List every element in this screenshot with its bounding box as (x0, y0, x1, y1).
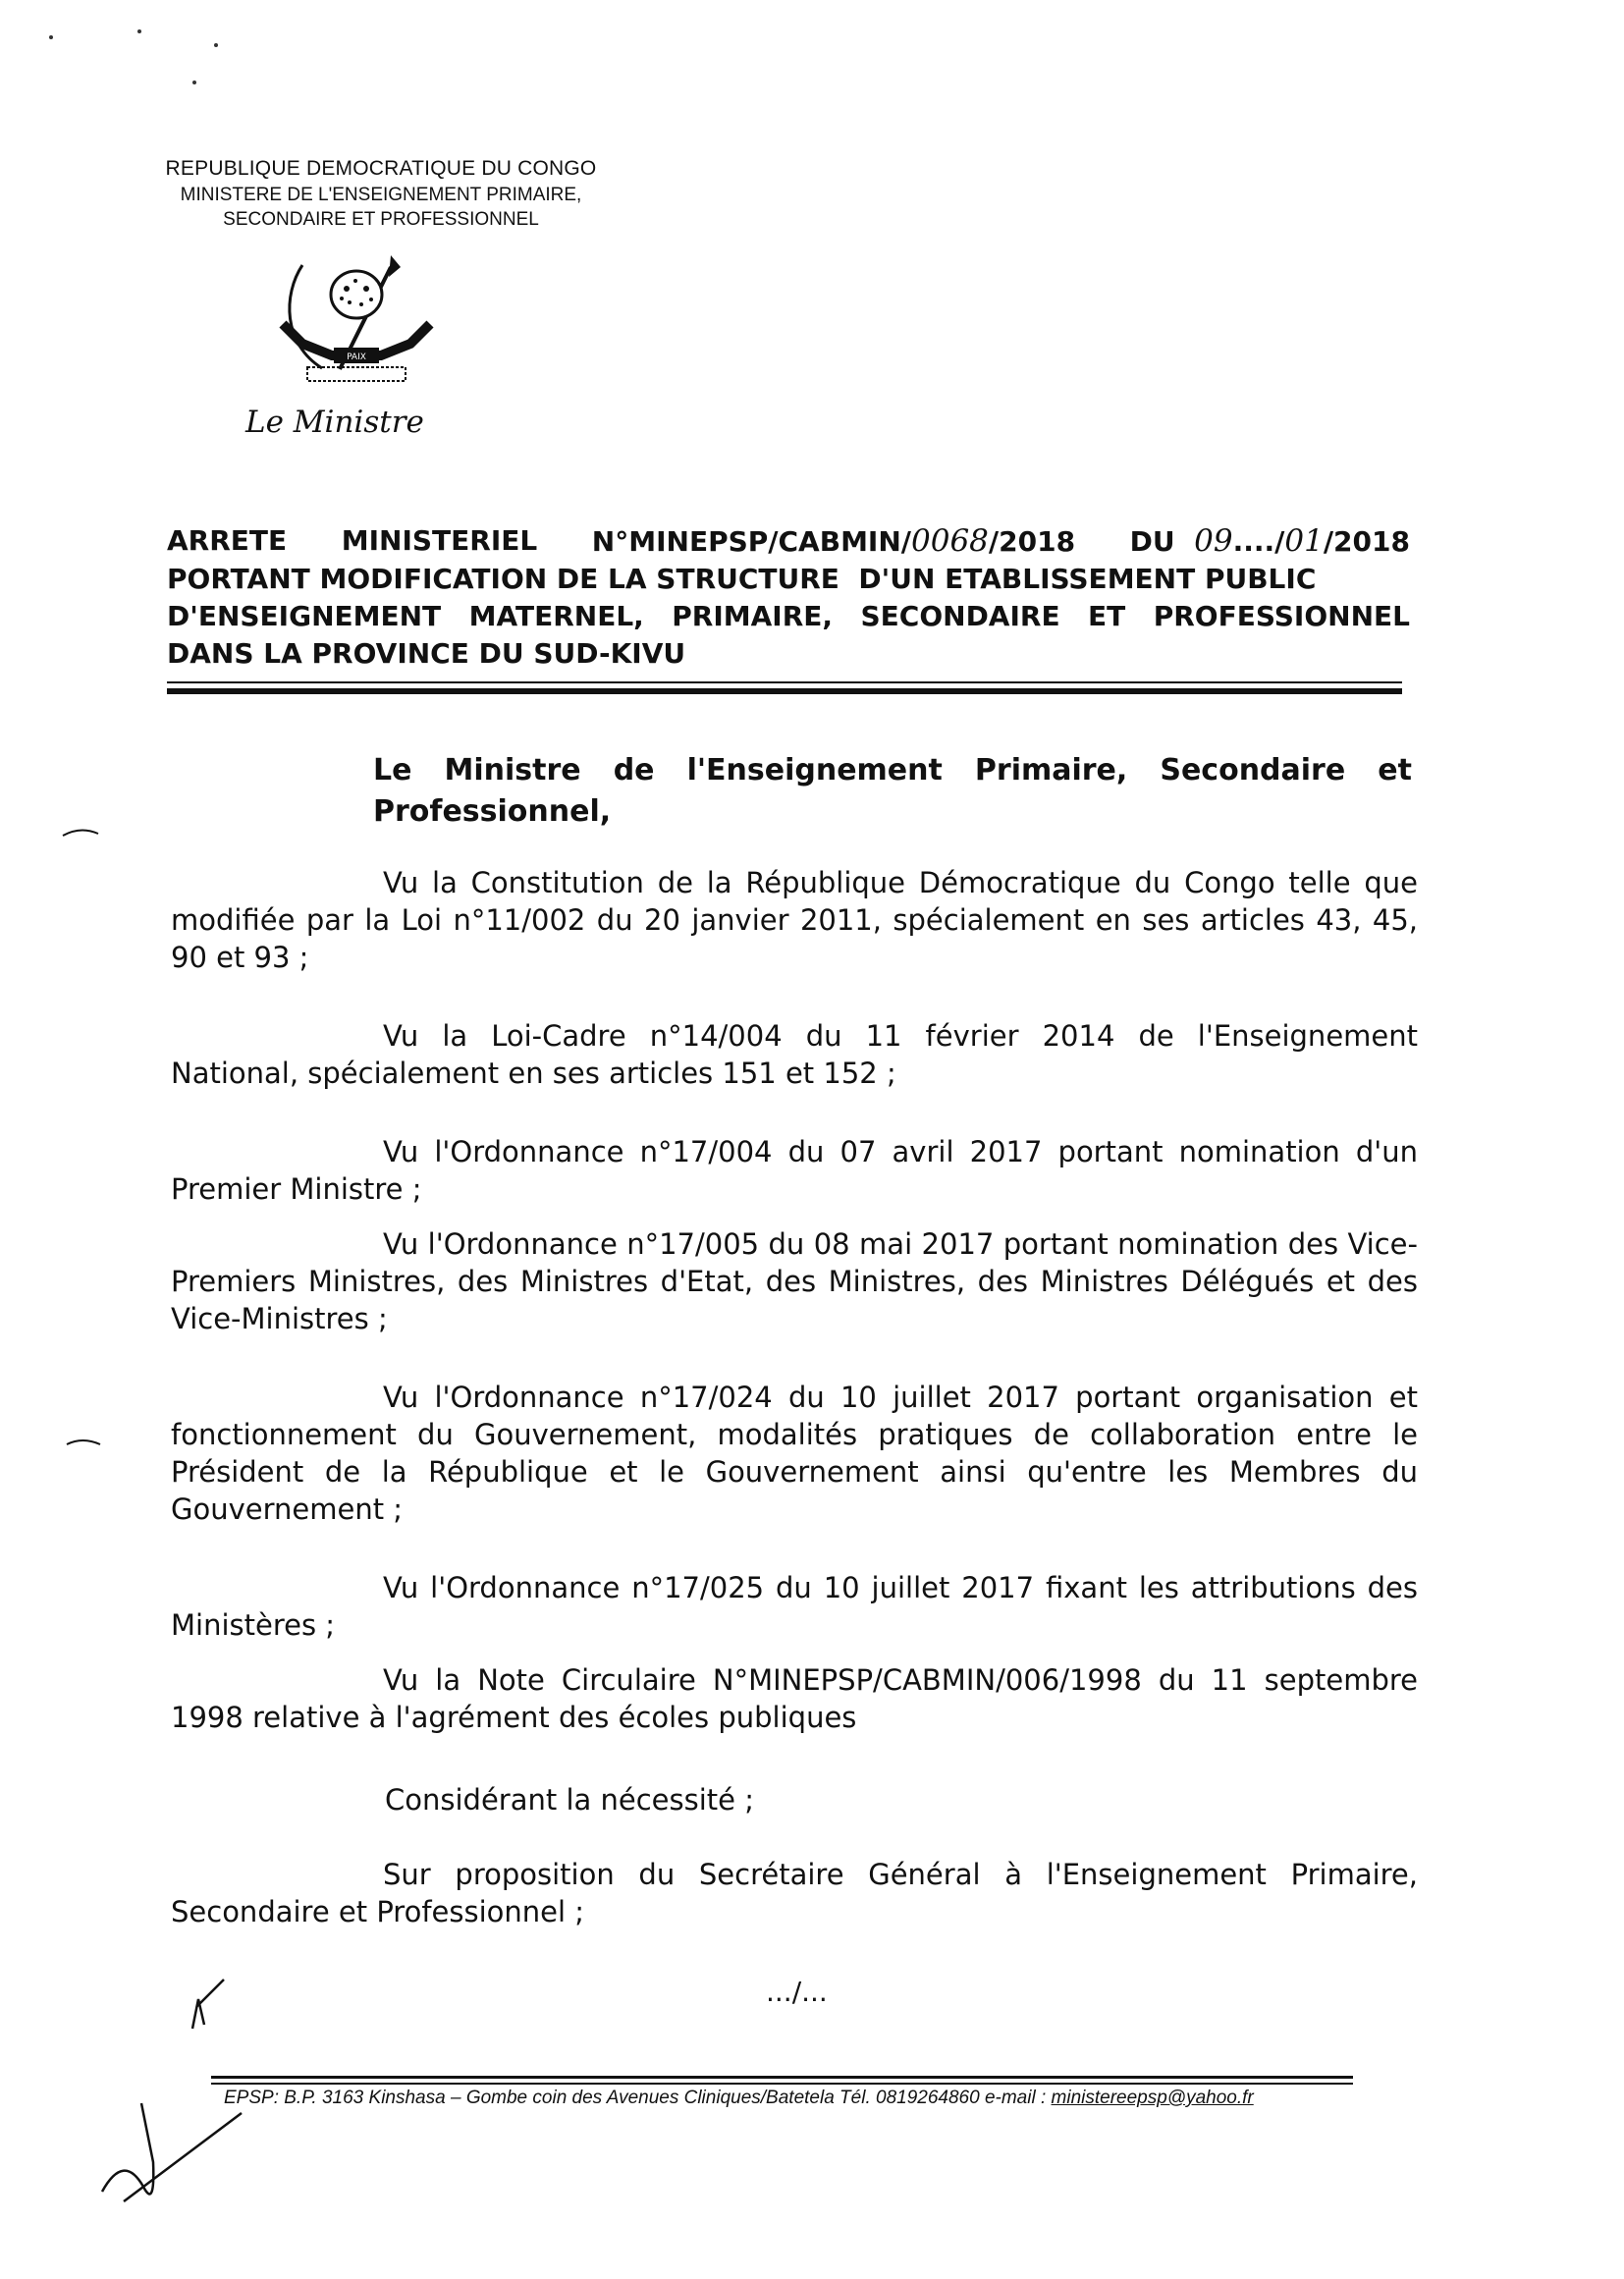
preamble-word: Ministre (444, 753, 581, 787)
minister-signature-label: Le Ministre (245, 405, 424, 440)
preamble-word: Le (373, 753, 412, 787)
handwritten-number: 0068 (911, 523, 989, 559)
recital-text: Vu l'Ordonnance n°17/004 du 07 avril 2017 portant nomination d'un Premier Ministre ; (171, 1135, 1418, 1206)
preamble-line1 (373, 750, 1412, 791)
recital-text: Vu l'Ordonnance n°17/024 du 10 juillet 2017 portant organisation et fonctionnement du Gouvernement, modalités pratiques de collaboration entre le Président de la République et le Gouvernement ainsi qu'entre les Membres du Gouvernement ; (171, 1381, 1418, 1526)
header-ministry-line1: MINISTERE DE L'ENSEIGNEMENT PRIMAIRE, (180, 185, 582, 205)
header-ministry-line2: SECONDAIRE ET PROFESSIONNEL (223, 209, 539, 230)
recital-text: Vu l'Ordonnance n°17/005 du 08 mai 2017 portant nomination des Vice-Premiers Ministres, des Ministres d'Etat, des Ministres, des Ministres Délégués et des Vice-Ministres ; (171, 1227, 1418, 1335)
preamble-word: Primaire, (974, 753, 1128, 787)
recital-loi-cadre (171, 1017, 1418, 1092)
decree-title (167, 522, 1410, 673)
recital-ordonnance-004 (171, 1133, 1418, 1208)
scan-speck (137, 29, 141, 33)
coat-of-arms-icon (263, 245, 450, 393)
preamble-word: et (1378, 753, 1412, 787)
footer-address-text: EPSP: B.P. 3163 Kinshasa – Gombe coin des Avenues Cliniques/Batetela Tél. 0819264860 e-mail : (224, 2088, 1052, 2108)
considering-clause: Considérant la nécessité ; (385, 1783, 754, 1817)
date-dots: ..../ (1232, 525, 1285, 558)
paraph-signature-icon (94, 2093, 251, 2211)
title-word: ARRETE (167, 524, 288, 557)
decree-number (592, 522, 1075, 561)
decree-title-row1 (167, 522, 1410, 561)
recital-ordonnance-024 (171, 1379, 1418, 1528)
margin-mark (61, 823, 100, 835)
title-divider-thick (167, 688, 1402, 694)
svg-text:PAIX: PAIX (347, 353, 366, 362)
recital-ordonnance-005 (171, 1225, 1418, 1337)
decree-year: /2018 (988, 525, 1076, 558)
title-word: MINISTERIEL (341, 524, 538, 557)
decree-title-row2: PORTANT MODIFICATION DE LA STRUCTURE D'UN ETABLISSEMENT PUBLIC (167, 563, 1317, 595)
preamble-word: Secondaire (1160, 753, 1346, 787)
decree-number-prefix: N°MINEPSP/CABMIN/ (591, 525, 912, 558)
footer-divider-thick (211, 2076, 1353, 2079)
recital-text: Vu la Note Circulaire N°MINEPSP/CABMIN/006/1998 du 11 septembre 1998 relative à l'agrément des écoles publiques (171, 1663, 1418, 1734)
scan-speck (49, 35, 53, 39)
preamble-word: l'Enseignement (686, 753, 943, 787)
recital-constitution (171, 864, 1418, 976)
scan-speck (214, 43, 218, 47)
handwritten-month: 01 (1284, 523, 1324, 559)
decree-title-row4: DANS LA PROVINCE DU SUD-KIVU (167, 637, 686, 670)
footer-divider-thin (211, 2083, 1353, 2085)
margin-mark (65, 1434, 104, 1445)
handwritten-initial-icon (185, 1960, 244, 2038)
title-divider-thin (167, 681, 1402, 683)
recital-text: Vu l'Ordonnance n°17/025 du 10 juillet 2017 fixant les attributions des Ministères ; (171, 1571, 1418, 1642)
decree-date (1130, 522, 1410, 561)
recital-text: Vu la Constitution de la République Démocratique du Congo telle que modifiée par la Loi n°11/002 du 20 janvier 2011, spécialement en ses articles 43, 45, 90 et 93 ; (171, 866, 1418, 974)
proposal-clause (171, 1856, 1418, 1930)
recital-note-circulaire (171, 1661, 1418, 1736)
footer-email-link[interactable]: ministereepsp@yahoo.fr (1051, 2088, 1254, 2108)
preamble (373, 750, 1412, 833)
header-republic: REPUBLIQUE DEMOCRATIQUE DU CONGO (165, 157, 597, 180)
decree-title-row3: D'ENSEIGNEMENT MATERNEL, PRIMAIRE, SECONDAIRE ET PROFESSIONNEL (167, 600, 1410, 632)
scan-speck (192, 81, 196, 84)
footer-address (224, 2088, 1254, 2109)
recital-ordonnance-025 (171, 1569, 1418, 1644)
continuation-marker: .../... (766, 1976, 828, 2008)
date-year: /2018 (1323, 525, 1410, 558)
recital-text: Sur proposition du Secrétaire Général à l'Enseignement Primaire, Secondaire et Professionnel ; (171, 1858, 1418, 1928)
recital-text: Vu la Loi-Cadre n°14/004 du 11 février 2014 de l'Enseignement National, spécialement en ses articles 151 et 152 ; (171, 1019, 1418, 1090)
date-prefix: DU (1129, 525, 1175, 558)
handwritten-day: 09 (1194, 523, 1233, 559)
preamble-word: de (613, 753, 655, 787)
preamble-line2: Professionnel, (373, 794, 612, 829)
